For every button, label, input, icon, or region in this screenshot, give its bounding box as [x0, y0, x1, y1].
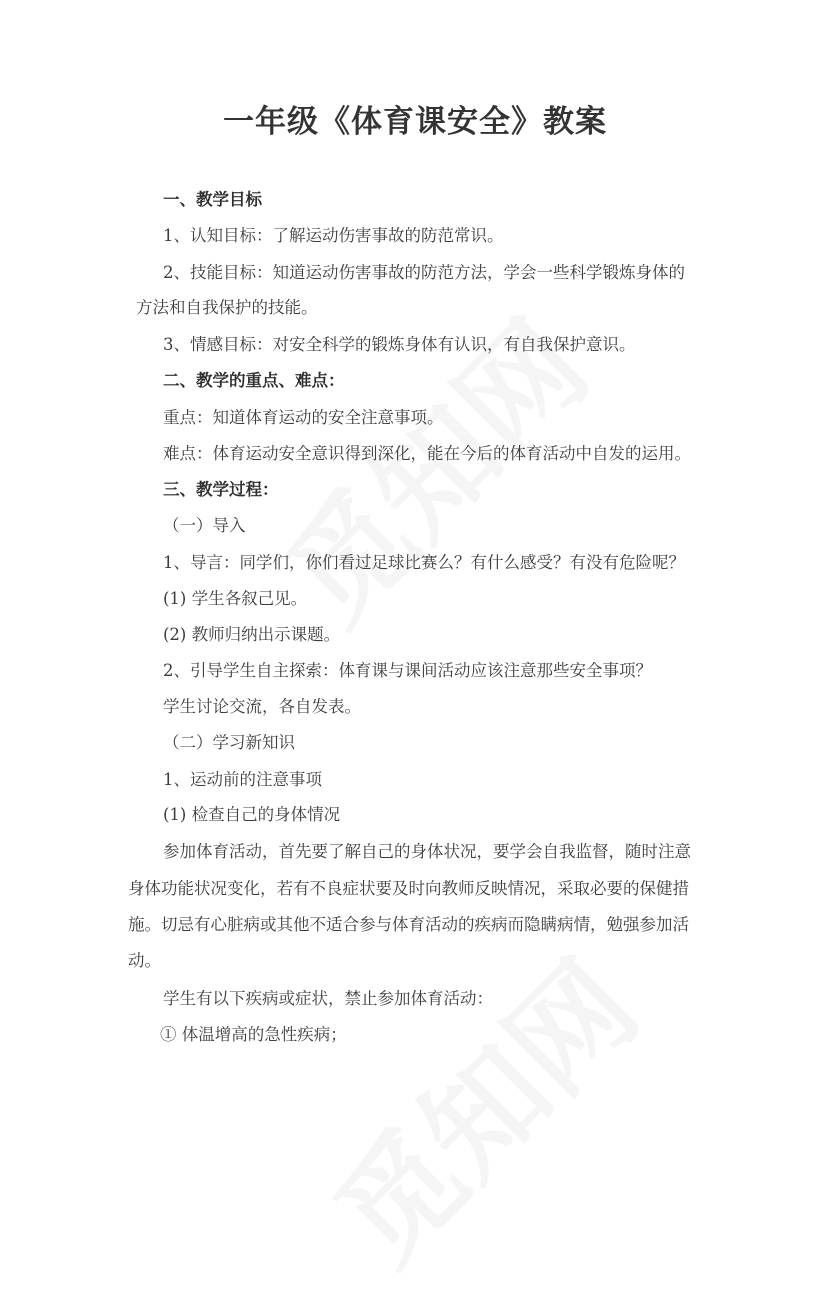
paragraph-line: 施。切忌有心脏病或其他不适合参与体育活动的疾病而隐瞒病情，勉强参加活	[128, 915, 689, 934]
paragraph-line: （一）导入	[163, 516, 246, 535]
paragraph-line: 1、导言：同学们，你们看过足球比赛么？有什么感受？有没有危险呢？	[163, 553, 685, 572]
section-heading: 二、教学的重点、难点：	[163, 371, 345, 390]
watermark	[292, 918, 668, 1294]
paragraph-line: 2、引导学生自主探索：体育课与课间活动应该注意那些安全事项？	[163, 661, 652, 680]
document-title: 一年级《体育课安全》教案	[223, 104, 607, 140]
paragraph-line: 动。	[128, 951, 161, 970]
paragraph-line: (2) 教师归纳出示课题。	[163, 625, 341, 644]
paragraph-line: 学生讨论交流，各自发表。	[163, 697, 361, 716]
paragraph-line: ① 体温增高的急性疾病；	[160, 1025, 347, 1044]
paragraph-line: 1、运动前的注意事项	[163, 770, 322, 789]
paragraph-line: (1) 学生各叙己见。	[163, 589, 308, 608]
paragraph-line: 参加体育活动，首先要了解自己的身体状况，要学会自我监督，随时注意	[163, 842, 691, 861]
paragraph-line: 学生有以下疾病或症状，禁止参加体育活动：	[163, 989, 493, 1008]
section-heading: 一、教学目标	[163, 190, 262, 209]
paragraph-line: (1) 检查自己的身体情况	[163, 805, 341, 824]
paragraph-line: 方法和自我保护的技能。	[136, 298, 318, 317]
paragraph-line: 2、技能目标：知道运动伤害事故的防范方法，学会一些科学锻炼身体的	[163, 263, 685, 282]
paragraph-line: 难点：体育运动安全意识得到深化，能在今后的体育活动中自发的运用。	[163, 444, 691, 463]
paragraph-line: （二）学习新知识	[163, 733, 295, 752]
section-heading: 三、教学过程：	[163, 480, 279, 499]
paragraph-line: 3、情感目标：对安全科学的锻炼身体有认识，有自我保护意识。	[163, 335, 636, 354]
paragraph-line: 1、认知目标：了解运动伤害事故的防范常识。	[163, 226, 504, 245]
paragraph-line: 身体功能状况变化，若有不良症状要及时向教师反映情况，采取必要的保健措	[128, 879, 689, 898]
paragraph-line: 重点：知道体育运动的安全注意事项。	[163, 408, 444, 427]
